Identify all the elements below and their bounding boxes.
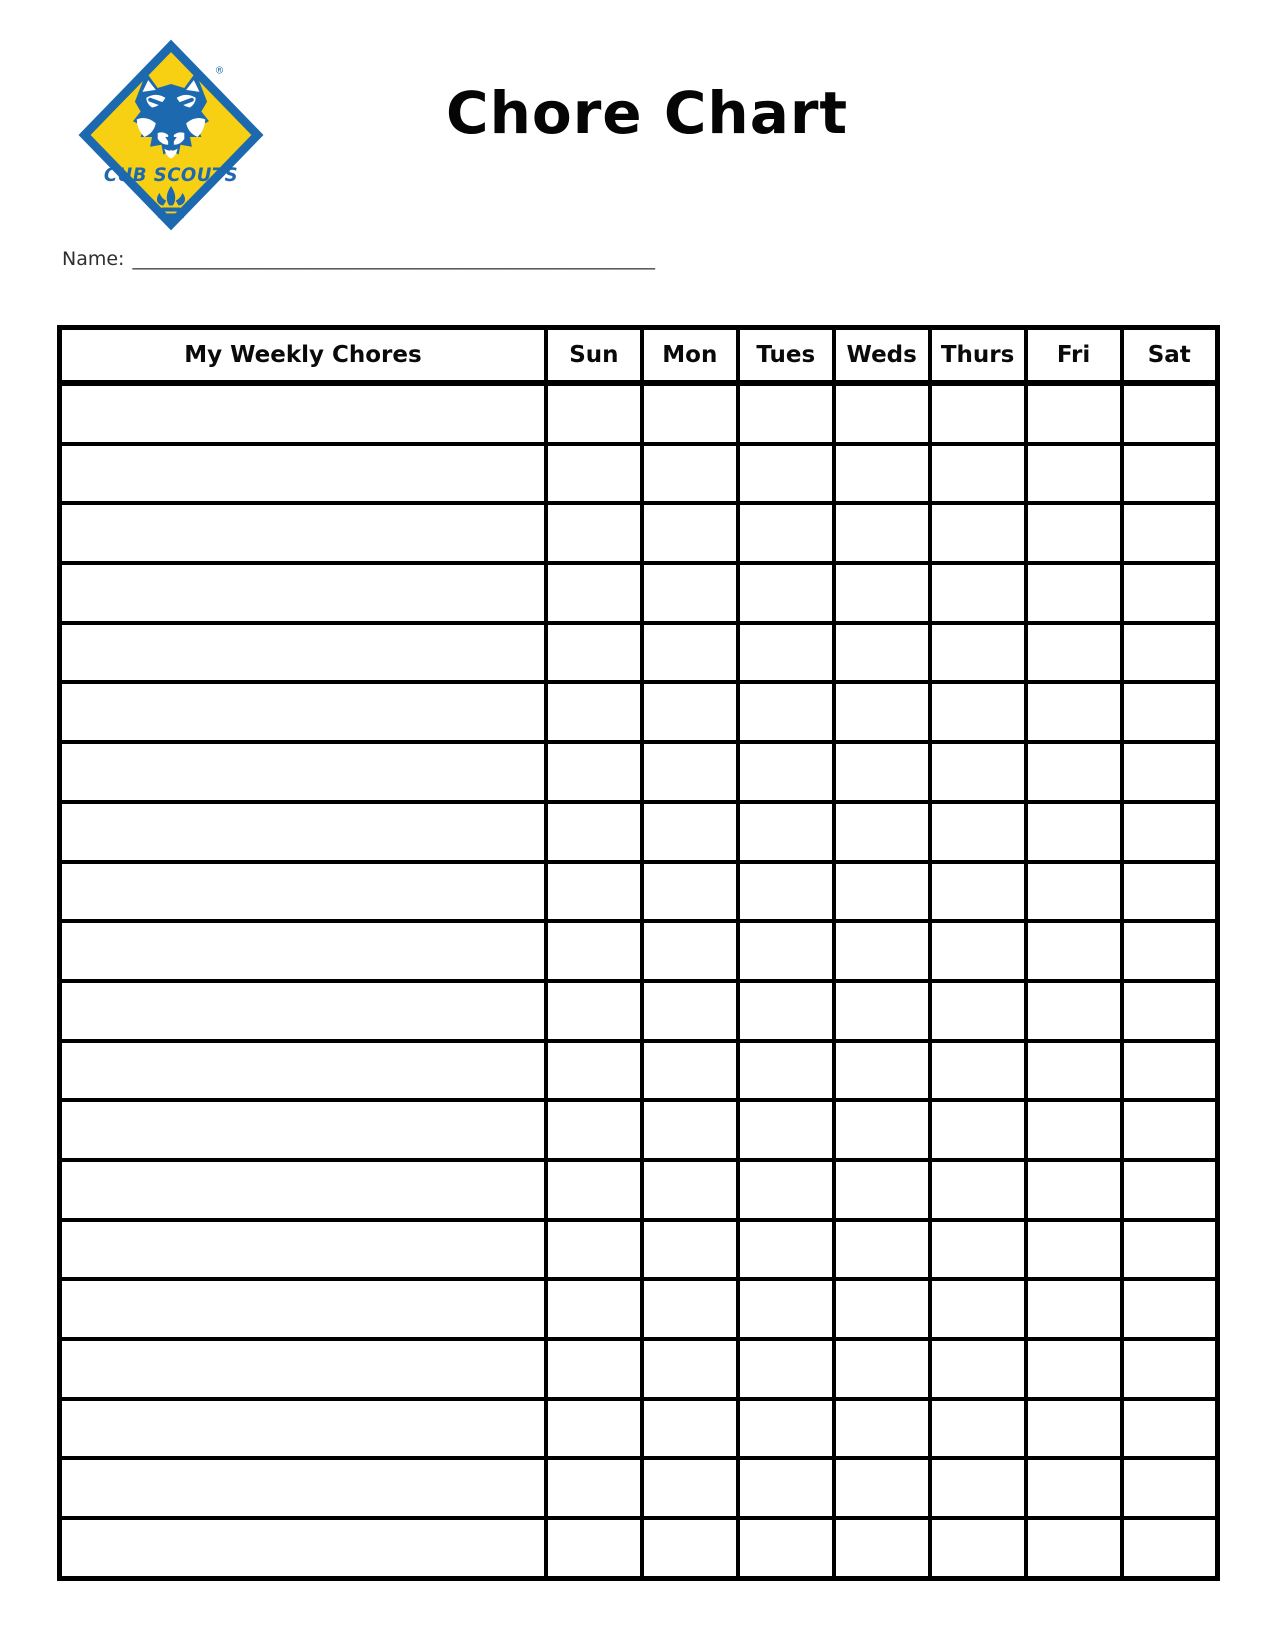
- day-check-cell: [642, 862, 738, 922]
- day-check-cell: [930, 1160, 1026, 1220]
- table-row: [60, 1399, 1218, 1459]
- day-check-cell: [546, 444, 642, 504]
- day-check-cell: [930, 1041, 1026, 1101]
- day-check-cell: [930, 862, 1026, 922]
- name-label: Name:: [62, 248, 125, 270]
- name-row: [62, 248, 655, 270]
- day-check-cell: [834, 444, 930, 504]
- day-check-cell: [1026, 742, 1122, 802]
- day-check-cell: [546, 682, 642, 742]
- day-check-cell: [1122, 1041, 1218, 1101]
- day-check-cell: [546, 1160, 642, 1220]
- day-check-cell: [930, 1279, 1026, 1339]
- day-check-cell: [738, 742, 834, 802]
- day-check-cell: [930, 623, 1026, 683]
- chore-name-cell: [60, 981, 546, 1041]
- day-check-cell: [1122, 623, 1218, 683]
- day-check-cell: [1122, 921, 1218, 981]
- cub-scouts-badge-icon: [76, 37, 266, 233]
- day-check-cell: [642, 981, 738, 1041]
- chore-name-cell: [60, 802, 546, 862]
- table-row: [60, 802, 1218, 862]
- day-check-cell: [738, 383, 834, 444]
- day-check-cell: [738, 802, 834, 862]
- chore-name-cell: [60, 862, 546, 922]
- day-check-cell: [738, 1220, 834, 1280]
- badge-wordmark: CUB SCOUTS: [103, 164, 239, 187]
- day-check-cell: [642, 623, 738, 683]
- table-row: [60, 383, 1218, 444]
- day-check-cell: [1026, 383, 1122, 444]
- day-check-cell: [1026, 862, 1122, 922]
- table-row: [60, 921, 1218, 981]
- day-check-cell: [1122, 444, 1218, 504]
- day-check-cell: [1122, 1339, 1218, 1399]
- day-check-cell: [546, 1220, 642, 1280]
- day-check-cell: [546, 802, 642, 862]
- table-header-row: [60, 328, 1218, 384]
- day-check-cell: [834, 802, 930, 862]
- day-check-cell: [738, 503, 834, 563]
- day-check-cell: [738, 1279, 834, 1339]
- day-check-cell: [1122, 1399, 1218, 1459]
- page-title: Chore Chart: [446, 79, 849, 147]
- day-check-cell: [546, 1279, 642, 1339]
- table-row: [60, 981, 1218, 1041]
- day-check-cell: [834, 981, 930, 1041]
- column-header-chores: My Weekly Chores: [60, 328, 546, 384]
- day-check-cell: [738, 444, 834, 504]
- day-check-cell: [546, 742, 642, 802]
- chore-name-cell: [60, 921, 546, 981]
- day-check-cell: [642, 682, 738, 742]
- table-row: [60, 1279, 1218, 1339]
- chore-name-cell: [60, 1041, 546, 1101]
- table-row: [60, 563, 1218, 623]
- day-check-cell: [642, 921, 738, 981]
- day-check-cell: [1026, 1279, 1122, 1339]
- day-check-cell: [738, 1339, 834, 1399]
- day-check-cell: [1026, 563, 1122, 623]
- day-check-cell: [930, 921, 1026, 981]
- day-check-cell: [1122, 742, 1218, 802]
- day-check-cell: [546, 981, 642, 1041]
- chore-name-cell: [60, 1458, 546, 1518]
- day-check-cell: [738, 563, 834, 623]
- day-check-cell: [546, 1458, 642, 1518]
- chore-name-cell: [60, 444, 546, 504]
- day-check-cell: [1026, 682, 1122, 742]
- day-check-cell: [546, 862, 642, 922]
- day-check-cell: [834, 383, 930, 444]
- day-check-cell: [834, 563, 930, 623]
- day-check-cell: [1026, 444, 1122, 504]
- day-check-cell: [546, 623, 642, 683]
- day-check-cell: [1026, 1041, 1122, 1101]
- chore-name-cell: [60, 742, 546, 802]
- day-check-cell: [1026, 503, 1122, 563]
- table-row: [60, 444, 1218, 504]
- day-check-cell: [1122, 1220, 1218, 1280]
- table-row: [60, 1458, 1218, 1518]
- day-check-cell: [834, 1458, 930, 1518]
- day-check-cell: [642, 383, 738, 444]
- day-check-cell: [642, 1041, 738, 1101]
- day-check-cell: [834, 1518, 930, 1578]
- day-check-cell: [642, 503, 738, 563]
- day-check-cell: [930, 563, 1026, 623]
- cub-scouts-logo: [76, 37, 266, 233]
- day-check-cell: [834, 742, 930, 802]
- day-check-cell: [546, 1399, 642, 1459]
- day-check-cell: [930, 1100, 1026, 1160]
- day-check-cell: [834, 862, 930, 922]
- day-check-cell: [834, 1100, 930, 1160]
- day-check-cell: [834, 1399, 930, 1459]
- day-check-cell: [738, 1518, 834, 1578]
- registered-trademark: ®: [214, 65, 225, 77]
- table-row: [60, 1100, 1218, 1160]
- chore-name-cell: [60, 383, 546, 444]
- chore-name-cell: [60, 1220, 546, 1280]
- day-check-cell: [1026, 981, 1122, 1041]
- day-check-cell: [834, 623, 930, 683]
- day-check-cell: [930, 503, 1026, 563]
- name-blank-line: _______________________________________________________: [132, 248, 655, 270]
- day-check-cell: [1122, 1160, 1218, 1220]
- day-check-cell: [642, 563, 738, 623]
- day-check-cell: [834, 1339, 930, 1399]
- day-check-cell: [834, 1279, 930, 1339]
- day-check-cell: [1026, 1458, 1122, 1518]
- day-check-cell: [930, 742, 1026, 802]
- day-check-cell: [546, 1100, 642, 1160]
- day-check-cell: [1122, 981, 1218, 1041]
- day-check-cell: [1122, 1279, 1218, 1339]
- chore-name-cell: [60, 1100, 546, 1160]
- chore-name-cell: [60, 503, 546, 563]
- day-check-cell: [642, 1279, 738, 1339]
- table-row: [60, 623, 1218, 683]
- day-check-cell: [642, 1160, 738, 1220]
- day-check-cell: [930, 1399, 1026, 1459]
- day-check-cell: [1122, 682, 1218, 742]
- day-check-cell: [546, 503, 642, 563]
- day-check-cell: [642, 802, 738, 862]
- day-check-cell: [1122, 1518, 1218, 1578]
- day-check-cell: [546, 1518, 642, 1578]
- day-check-cell: [930, 1518, 1026, 1578]
- day-check-cell: [1026, 1518, 1122, 1578]
- day-check-cell: [834, 1041, 930, 1101]
- day-check-cell: [1122, 862, 1218, 922]
- table-row: [60, 1041, 1218, 1101]
- day-check-cell: [1026, 1220, 1122, 1280]
- day-check-cell: [930, 1339, 1026, 1399]
- day-check-cell: [1122, 1458, 1218, 1518]
- table-row: [60, 1160, 1218, 1220]
- day-check-cell: [642, 1399, 738, 1459]
- table-row: [60, 1220, 1218, 1280]
- day-check-cell: [1026, 1160, 1122, 1220]
- column-header-mon: Mon: [642, 328, 738, 384]
- day-check-cell: [738, 1458, 834, 1518]
- chore-name-cell: [60, 1339, 546, 1399]
- day-check-cell: [1122, 802, 1218, 862]
- chore-name-cell: [60, 623, 546, 683]
- day-check-cell: [1026, 1100, 1122, 1160]
- day-check-cell: [1122, 563, 1218, 623]
- day-check-cell: [642, 742, 738, 802]
- day-check-cell: [1026, 921, 1122, 981]
- day-check-cell: [834, 1160, 930, 1220]
- chore-table-body: [60, 383, 1218, 1579]
- day-check-cell: [930, 1220, 1026, 1280]
- day-check-cell: [1026, 1339, 1122, 1399]
- day-check-cell: [834, 921, 930, 981]
- day-check-cell: [1026, 1399, 1122, 1459]
- table-row: [60, 862, 1218, 922]
- column-header-weds: Weds: [834, 328, 930, 384]
- table-row: [60, 742, 1218, 802]
- day-check-cell: [642, 444, 738, 504]
- day-check-cell: [738, 623, 834, 683]
- chore-name-cell: [60, 1160, 546, 1220]
- day-check-cell: [642, 1220, 738, 1280]
- chore-name-cell: [60, 1518, 546, 1578]
- day-check-cell: [642, 1100, 738, 1160]
- day-check-cell: [738, 921, 834, 981]
- day-check-cell: [1122, 503, 1218, 563]
- table-row: [60, 1339, 1218, 1399]
- table-row: [60, 682, 1218, 742]
- column-header-thurs: Thurs: [930, 328, 1026, 384]
- day-check-cell: [1122, 1100, 1218, 1160]
- column-header-sat: Sat: [1122, 328, 1218, 384]
- chore-name-cell: [60, 1399, 546, 1459]
- table-row: [60, 503, 1218, 563]
- day-check-cell: [930, 444, 1026, 504]
- day-check-cell: [930, 981, 1026, 1041]
- chore-name-cell: [60, 1279, 546, 1339]
- day-check-cell: [1122, 383, 1218, 444]
- day-check-cell: [930, 802, 1026, 862]
- day-check-cell: [738, 682, 834, 742]
- day-check-cell: [738, 981, 834, 1041]
- day-check-cell: [930, 383, 1026, 444]
- chore-table: [57, 325, 1220, 1581]
- day-check-cell: [834, 503, 930, 563]
- day-check-cell: [1026, 802, 1122, 862]
- day-check-cell: [834, 682, 930, 742]
- day-check-cell: [546, 1339, 642, 1399]
- column-header-sun: Sun: [546, 328, 642, 384]
- day-check-cell: [834, 1220, 930, 1280]
- table-row: [60, 1518, 1218, 1578]
- column-header-tues: Tues: [738, 328, 834, 384]
- chore-name-cell: [60, 682, 546, 742]
- column-header-fri: Fri: [1026, 328, 1122, 384]
- day-check-cell: [738, 862, 834, 922]
- day-check-cell: [642, 1518, 738, 1578]
- day-check-cell: [738, 1100, 834, 1160]
- day-check-cell: [546, 1041, 642, 1101]
- day-check-cell: [738, 1160, 834, 1220]
- chore-name-cell: [60, 563, 546, 623]
- day-check-cell: [642, 1458, 738, 1518]
- day-check-cell: [1026, 623, 1122, 683]
- day-check-cell: [930, 1458, 1026, 1518]
- day-check-cell: [930, 682, 1026, 742]
- day-check-cell: [546, 383, 642, 444]
- day-check-cell: [738, 1041, 834, 1101]
- day-check-cell: [642, 1339, 738, 1399]
- day-check-cell: [546, 921, 642, 981]
- day-check-cell: [738, 1399, 834, 1459]
- day-check-cell: [546, 563, 642, 623]
